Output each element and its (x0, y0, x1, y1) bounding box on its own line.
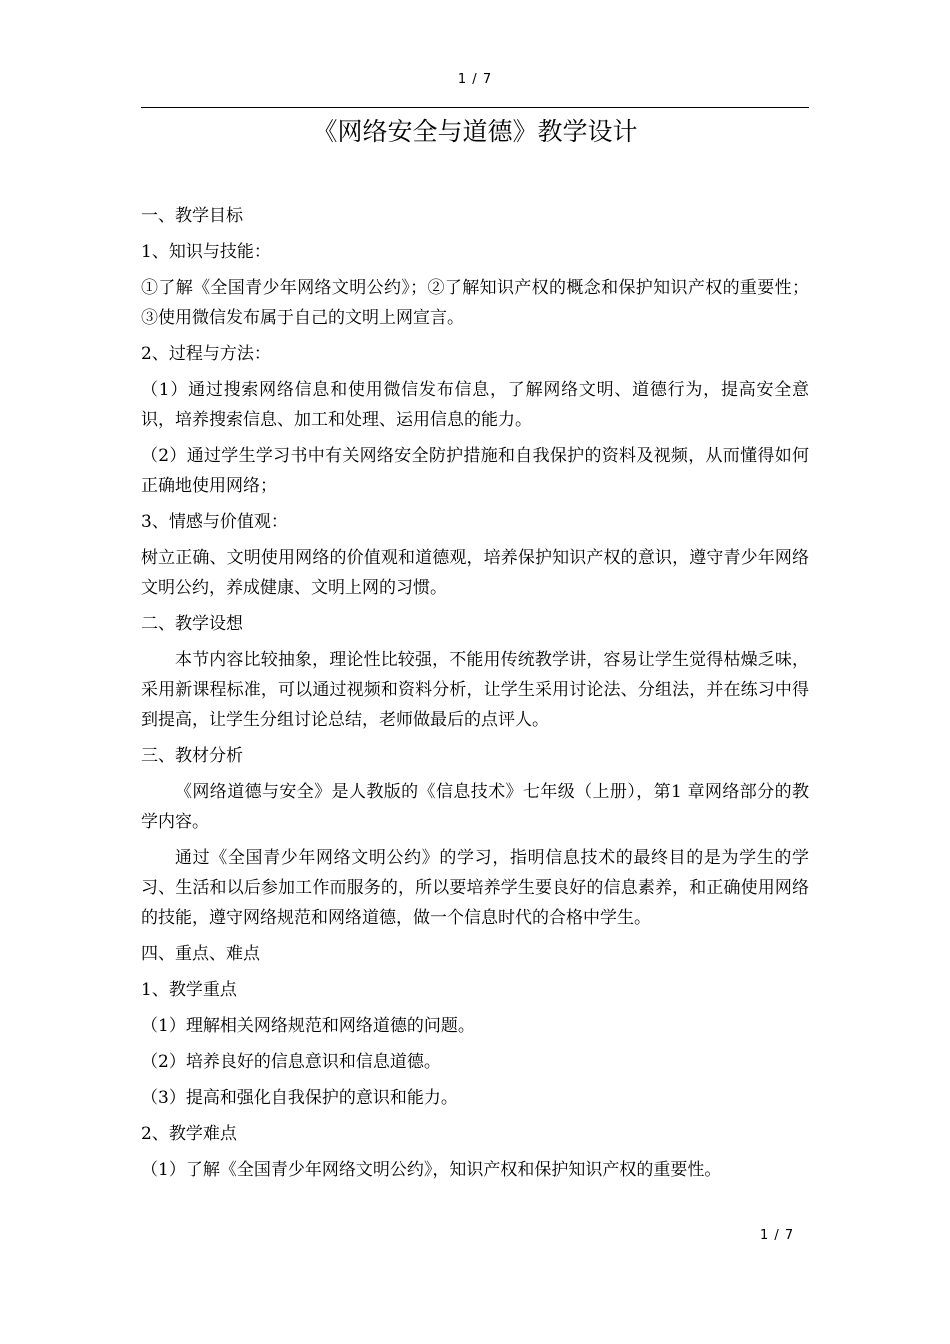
paragraph-concept: 本节内容比较抽象，理论性比较强，不能用传统教学讲，容易让学生觉得枯燥乏味，采用新课程标准，可以通过视频和资料分析，让学生采用讨论法、分组法，并在练习中得到提高，让学生分组讨论总结，老师做最后的点评人。 (141, 650, 809, 730)
subheading-knowledge-skills: 1、知识与技能： (141, 242, 271, 262)
difficulty-1: （1）了解《全国青少年网络文明公约》，知识产权和保护知识产权的重要性。 (141, 1160, 722, 1180)
subheading-key-points: 1、教学重点 (141, 980, 237, 1000)
document-title: 《网络安全与道德》教学设计 (312, 117, 638, 146)
subheading-difficulties: 2、教学难点 (141, 1124, 237, 1144)
paragraph-analysis-1: 《网络道德与安全》是人教版的《信息技术》七年级（上册），第1 章网络部分的教学内容。 (141, 782, 809, 832)
paragraph-values: 树立正确、文明使用网络的价值观和道德观，培养保护知识产权的意识，遵守青少年网络文明公约，养成健康、文明上网的习惯。 (141, 548, 809, 598)
subheading-emotion-values: 3、情感与价值观： (141, 512, 288, 532)
key-point-1: （1）理解相关网络规范和网络道德的问题。 (141, 1016, 475, 1036)
subheading-process-method: 2、过程与方法： (141, 344, 271, 364)
section-heading-objectives: 一、教学目标 (141, 206, 243, 226)
key-point-3: （3）提高和强化自我保护的意识和能力。 (141, 1088, 458, 1108)
paragraph-knowledge-items: ①了解《全国青少年网络文明公约》；②了解知识产权的概念和保护知识产权的重要性；③使用微信发布属于自己的文明上网宣言。 (141, 278, 809, 328)
paragraph-analysis-2: 通过《全国青少年网络文明公约》的学习，指明信息技术的最终目的是为学生的学习、生活和以后参加工作而服务的，所以要培养学生要良好的信息素养，和正确使用网络的技能，遵守网络规范和网络道德，做一个信息时代的合格中学生。 (141, 848, 809, 928)
footer-page-number: 1 / 7 (760, 1228, 795, 1243)
paragraph-process-2: （2）通过学生学习书中有关网络安全防护措施和自我保护的资料及视频，从而懂得如何正确地使用网络； (141, 446, 809, 496)
header-divider (141, 107, 809, 108)
header-page-number: 1 / 7 (457, 72, 493, 87)
section-heading-concept: 二、教学设想 (141, 614, 243, 634)
section-heading-key-points: 四、重点、难点 (141, 944, 260, 964)
section-heading-analysis: 三、教材分析 (141, 746, 243, 766)
paragraph-process-1: （1）通过搜索网络信息和使用微信发布信息，了解网络文明、道德行为，提高安全意识，培养搜索信息、加工和处理、运用信息的能力。 (141, 380, 809, 430)
key-point-2: （2）培养良好的信息意识和信息道德。 (141, 1052, 441, 1072)
document-body (141, 201, 809, 1185)
